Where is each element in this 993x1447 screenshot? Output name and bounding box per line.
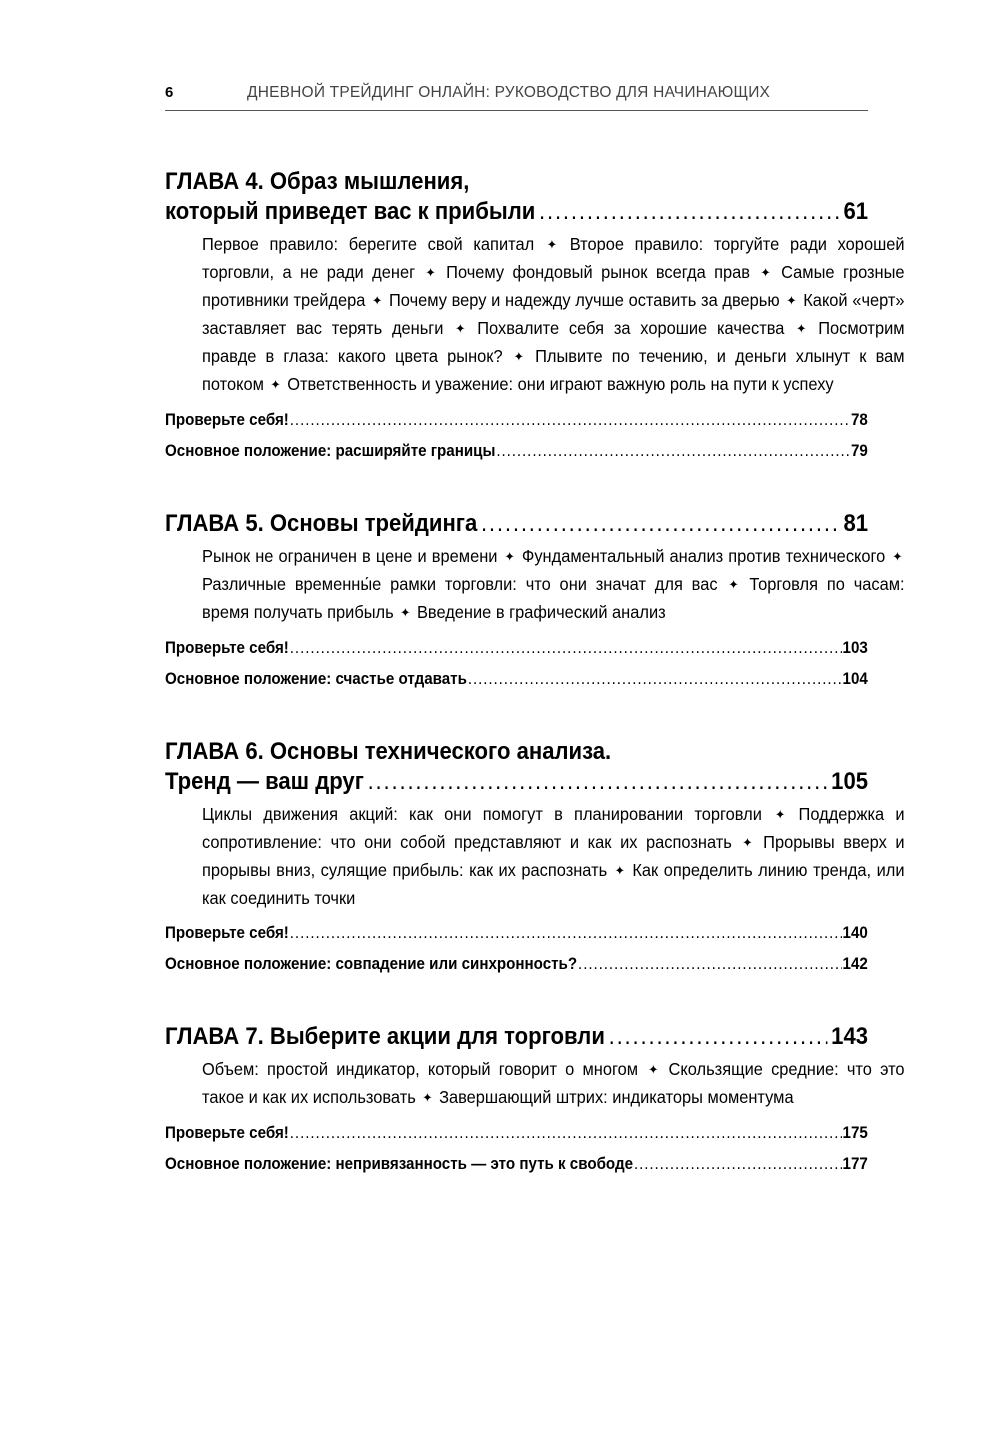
separator-icon: ✦	[728, 577, 739, 592]
chapter-title[interactable]	[165, 737, 868, 797]
key-principle-entry[interactable]	[165, 1149, 868, 1180]
topic-item: Первое правило: берегите свой капитал	[202, 234, 535, 254]
topic-item: Как определить линию тренда, или как соединить точки	[202, 860, 905, 908]
dot-leader	[290, 633, 842, 664]
chapter-title-line2: ГЛАВА 5. Основы трейдинга	[165, 510, 478, 537]
separator-icon: ✦	[504, 549, 515, 564]
entry-page: 104	[842, 670, 868, 688]
entry-page: 177	[842, 1155, 868, 1173]
separator-icon: ✦	[270, 377, 281, 392]
check-yourself-entry[interactable]	[165, 1118, 868, 1149]
entry-label: Основное положение: непривязанность — это путь к свободе	[165, 1155, 634, 1173]
chapter-title-line1: ГЛАВА 6. Основы технического анализа.	[165, 738, 612, 765]
entry-page: 140	[842, 924, 868, 942]
topic-item: Похвалите себя за хорошие качества	[477, 318, 785, 338]
dot-leader	[368, 767, 828, 797]
book-title: ДНЕВНОЙ ТРЕЙДИНГ ОНЛАЙН: РУКОВОДСТВО ДЛЯ НАЧИНАЮЩИХ	[247, 84, 771, 101]
chapter-page: 61	[843, 198, 869, 225]
chapter-title-line2: Тренд — ваш друг	[165, 768, 364, 795]
entry-label: Проверьте себя!	[165, 1124, 289, 1142]
chapter-page: 81	[843, 510, 869, 537]
page-number: 6	[165, 84, 174, 101]
dot-leader	[496, 436, 850, 467]
entry-page: 78	[850, 411, 868, 429]
separator-icon: ✦	[796, 321, 807, 336]
dot-leader	[481, 509, 840, 539]
entry-label: Проверьте себя!	[165, 924, 289, 942]
check-yourself-entry[interactable]	[165, 633, 868, 664]
separator-icon: ✦	[546, 237, 558, 252]
topic-item: Рынок не ограничен в цене и времени	[202, 546, 498, 566]
entry-page: 79	[850, 442, 868, 460]
chapter-title-line2: ГЛАВА 7. Выберите акции для торговли	[165, 1023, 605, 1050]
topic-item: Посмотрим правде в глаза: какого цвета рынок?	[202, 318, 905, 366]
separator-icon: ✦	[422, 1090, 433, 1105]
dot-leader	[634, 1149, 842, 1180]
chapter-title[interactable]	[165, 1022, 868, 1052]
chapter-title[interactable]	[165, 167, 868, 227]
chapter-page: 143	[831, 1023, 869, 1050]
key-principle-entry[interactable]	[165, 436, 868, 467]
topic-item: Прорывы вверх и прорывы вниз, сулящие прибыль: как их распознать	[202, 832, 905, 880]
chapter-5	[165, 509, 905, 695]
topic-item: Различные временны́е рамки торговли: что они значат для вас	[202, 574, 718, 594]
dot-leader	[539, 197, 840, 227]
separator-icon: ✦	[775, 807, 786, 822]
separator-icon: ✦	[648, 1062, 659, 1077]
chapter-7	[165, 1022, 905, 1180]
dot-leader	[290, 405, 850, 436]
topic-item: Почему фондовый рынок всегда прав	[446, 262, 751, 282]
topic-item: Плывите по течению, и деньги хлынут к вам потоком	[202, 346, 905, 394]
separator-icon: ✦	[760, 265, 771, 280]
entry-label: Основное положение: счастье отдавать	[165, 670, 467, 688]
topic-item: Объем: простой индикатор, который говорит о многом	[202, 1059, 639, 1079]
chapter-topics	[202, 1056, 905, 1112]
separator-icon: ✦	[742, 835, 753, 850]
check-yourself-entry[interactable]	[165, 918, 868, 949]
topic-item: Почему веру и надежду лучше оставить за дверью	[389, 290, 780, 310]
topic-item: Поддержка и сопротивление: что они собой представляют и как их распознать	[202, 804, 905, 852]
chapter-title-line1: ГЛАВА 4. Образ мышления,	[165, 168, 470, 195]
topic-item: Какой «черт» заставляет вас терять деньги	[202, 290, 905, 338]
separator-icon: ✦	[892, 549, 903, 564]
chapter-6	[165, 737, 905, 980]
topic-item: Торговля по часам: время получать прибыль	[202, 574, 905, 622]
separator-icon: ✦	[614, 863, 625, 878]
topic-item: Завершающий штрих: индикаторы моментума	[439, 1087, 794, 1107]
key-principle-entry[interactable]	[165, 949, 868, 980]
chapter-topics	[202, 231, 905, 399]
separator-icon: ✦	[400, 605, 411, 620]
chapter-4	[165, 167, 905, 467]
entry-label: Основное положение: расширяйте границы	[165, 442, 496, 460]
entry-page: 175	[842, 1124, 868, 1142]
entry-label: Проверьте себя!	[165, 639, 289, 657]
toc-page	[165, 84, 905, 1180]
chapter-topics	[202, 543, 905, 627]
separator-icon: ✦	[372, 293, 383, 308]
topic-item: Фундаментальный анализ против технического	[521, 546, 886, 566]
dot-leader	[290, 1118, 842, 1149]
key-principle-entry[interactable]	[165, 664, 868, 695]
chapter-title-line2: который приведет вас к прибыли	[165, 198, 536, 225]
topic-item: Введение в графический анализ	[416, 602, 666, 622]
entry-label: Основное положение: совпадение или синхронность?	[165, 955, 578, 973]
running-header	[165, 84, 868, 111]
dot-leader	[578, 949, 842, 980]
chapter-page: 105	[831, 768, 869, 795]
dot-leader	[290, 918, 842, 949]
dot-leader	[609, 1022, 828, 1052]
dot-leader	[468, 664, 842, 695]
topic-item: Самые грозные противники трейдера	[202, 262, 905, 310]
topic-item: Скользящие средние: что это такое и как их использовать	[202, 1059, 905, 1107]
separator-icon: ✦	[425, 265, 436, 280]
entry-page: 142	[842, 955, 868, 973]
entry-page: 103	[842, 639, 868, 657]
entry-label: Проверьте себя!	[165, 411, 289, 429]
topic-item: Циклы движения акций: как они помогут в планировании торговли	[202, 804, 762, 824]
topic-item: Второе правило: торгуйте ради хорошей торговли, а не ради денег	[202, 234, 905, 282]
separator-icon: ✦	[455, 321, 466, 336]
check-yourself-entry[interactable]	[165, 405, 868, 436]
topic-item: Ответственность и уважение: они играют важную роль на пути к успеху	[287, 374, 834, 394]
chapter-topics	[202, 801, 905, 912]
chapter-title[interactable]	[165, 509, 868, 539]
separator-icon: ✦	[786, 293, 797, 308]
separator-icon: ✦	[513, 349, 525, 364]
